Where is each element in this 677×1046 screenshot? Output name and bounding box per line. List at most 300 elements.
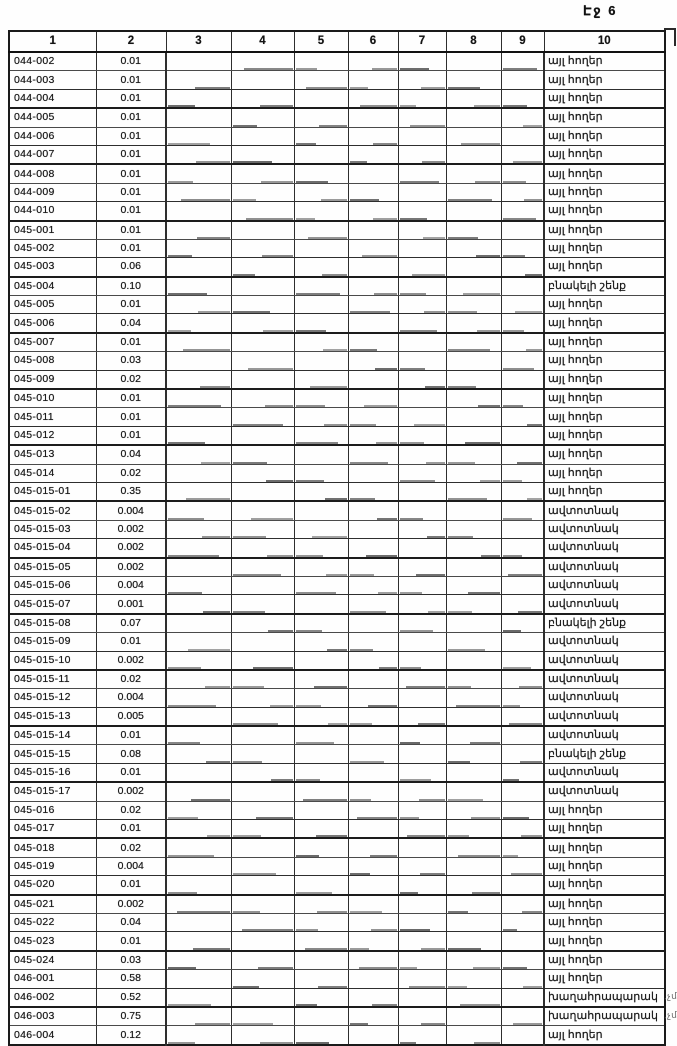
parcel-code-cell: 045-015-07: [9, 595, 96, 614]
scan-artifact-line: [325, 498, 347, 500]
table-row: [9, 352, 665, 370]
area-value-cell: 0.01: [96, 164, 166, 183]
empty-cell: [166, 520, 231, 538]
empty-cell: [348, 988, 398, 1007]
scan-artifact-line: [448, 386, 476, 388]
scan-artifact-line: [233, 835, 262, 837]
table-row: [9, 71, 665, 89]
empty-cell: [398, 539, 446, 558]
area-value-cell: 0.03: [96, 951, 166, 970]
empty-cell: [446, 183, 501, 201]
parcel-code-cell: 045-015-16: [9, 763, 96, 782]
empty-cell: [231, 296, 294, 314]
empty-cell: [166, 239, 231, 257]
parcel-code-cell: 044-008: [9, 164, 96, 183]
column-header: 4: [231, 31, 294, 52]
empty-cell: [446, 689, 501, 707]
scan-artifact-line: [233, 161, 273, 163]
area-value-cell: 0.01: [96, 633, 166, 651]
empty-cell: [231, 183, 294, 201]
empty-cell: [294, 689, 348, 707]
empty-cell: [398, 838, 446, 857]
empty-cell: [166, 913, 231, 931]
table-row: [9, 558, 665, 577]
empty-cell: [166, 445, 231, 464]
empty-cell: [348, 670, 398, 689]
empty-cell: [501, 352, 544, 370]
empty-cell: [348, 389, 398, 408]
scan-artifact-line: [350, 611, 386, 613]
empty-cell: [231, 801, 294, 819]
table-row: [9, 576, 665, 594]
empty-cell: [446, 239, 501, 257]
empty-cell: [398, 333, 446, 352]
parcel-code-cell: 045-022: [9, 913, 96, 931]
empty-cell: [446, 333, 501, 352]
empty-cell: [294, 820, 348, 839]
empty-cell: [348, 333, 398, 352]
scan-artifact-line: [422, 161, 444, 163]
empty-cell: [166, 1026, 231, 1045]
scan-artifact-line: [465, 442, 499, 444]
land-use-cell: այլ հողեր: [544, 145, 665, 164]
empty-cell: [348, 202, 398, 221]
area-value-cell: 0.01: [96, 763, 166, 782]
empty-cell: [294, 745, 348, 763]
empty-cell: [166, 296, 231, 314]
empty-cell: [398, 501, 446, 520]
empty-cell: [501, 145, 544, 164]
land-use-cell: ավտոտնակ: [544, 558, 665, 577]
area-value-cell: 0.01: [96, 426, 166, 445]
empty-cell: [446, 352, 501, 370]
empty-cell: [294, 1026, 348, 1045]
scan-artifact-line: [203, 611, 229, 613]
empty-cell: [294, 633, 348, 651]
empty-cell: [231, 239, 294, 257]
empty-cell: [446, 520, 501, 538]
table-row: [9, 913, 665, 931]
parcel-code-cell: 045-011: [9, 408, 96, 426]
scan-artifact-line: [168, 105, 195, 107]
scan-artifact-line: [412, 274, 444, 276]
empty-cell: [348, 426, 398, 445]
table-row: [9, 651, 665, 670]
parcel-code-cell: 045-005: [9, 296, 96, 314]
empty-cell: [294, 576, 348, 594]
parcel-code-cell: 045-002: [9, 239, 96, 257]
area-value-cell: 0.52: [96, 988, 166, 1007]
scan-artifact-line: [518, 611, 542, 613]
empty-cell: [166, 932, 231, 951]
parcel-code-cell: 045-019: [9, 857, 96, 875]
empty-cell: [446, 876, 501, 895]
empty-cell: [166, 464, 231, 482]
empty-cell: [294, 670, 348, 689]
empty-cell: [166, 202, 231, 221]
empty-cell: [294, 876, 348, 895]
empty-cell: [166, 707, 231, 726]
empty-cell: [231, 970, 294, 988]
parcel-code-cell: 044-005: [9, 108, 96, 127]
empty-cell: [294, 970, 348, 988]
parcel-code-cell: 045-018: [9, 838, 96, 857]
empty-cell: [501, 988, 544, 1007]
area-value-cell: 0.02: [96, 838, 166, 857]
table-row: [9, 614, 665, 633]
empty-cell: [501, 164, 544, 183]
scan-artifact-line: [200, 386, 230, 388]
land-use-cell: այլ հողեր: [544, 258, 665, 277]
scan-artifact-line: [400, 218, 427, 220]
table-row: [9, 782, 665, 801]
empty-cell: [294, 932, 348, 951]
margin-note: .չմ: [663, 990, 677, 1002]
empty-cell: [501, 296, 544, 314]
empty-cell: [446, 1026, 501, 1045]
empty-cell: [166, 614, 231, 633]
scan-artifact-line: [421, 948, 445, 950]
area-value-cell: 0.58: [96, 970, 166, 988]
empty-cell: [501, 707, 544, 726]
empty-cell: [348, 296, 398, 314]
empty-cell: [348, 726, 398, 745]
empty-cell: [348, 838, 398, 857]
empty-cell: [294, 857, 348, 875]
scan-artifact-line: [503, 779, 520, 781]
scan-artifact-line: [305, 948, 347, 950]
empty-cell: [501, 876, 544, 895]
parcel-code-cell: 046-004: [9, 1026, 96, 1045]
column-header: 2: [96, 31, 166, 52]
table-row: [9, 763, 665, 782]
empty-cell: [446, 464, 501, 482]
empty-cell: [446, 89, 501, 108]
empty-cell: [231, 913, 294, 931]
empty-cell: [294, 426, 348, 445]
empty-cell: [446, 296, 501, 314]
empty-cell: [446, 1007, 501, 1026]
empty-cell: [294, 595, 348, 614]
table-row: [9, 970, 665, 988]
empty-cell: [501, 1007, 544, 1026]
land-use-cell: այլ հողեր: [544, 838, 665, 857]
empty-cell: [231, 352, 294, 370]
area-value-cell: 0.75: [96, 1007, 166, 1026]
empty-cell: [348, 482, 398, 501]
table-row: [9, 370, 665, 389]
scan-artifact-line: [418, 723, 445, 725]
scan-artifact-line: [525, 274, 542, 276]
empty-cell: [166, 482, 231, 501]
scan-artifact-line: [296, 330, 327, 332]
empty-cell: [501, 651, 544, 670]
table-row: [9, 52, 665, 71]
land-use-cell: այլ հողեր: [544, 1026, 665, 1045]
area-value-cell: 0.04: [96, 913, 166, 931]
scan-artifact-line: [503, 330, 525, 332]
area-value-cell: 0.01: [96, 389, 166, 408]
parcel-code-cell: 045-015-01: [9, 482, 96, 501]
parcel-code-cell: 045-015-17: [9, 782, 96, 801]
empty-cell: [501, 258, 544, 277]
empty-cell: [348, 614, 398, 633]
land-use-cell: այլ հողեր: [544, 857, 665, 875]
empty-cell: [166, 539, 231, 558]
table-row: [9, 670, 665, 689]
empty-cell: [231, 576, 294, 594]
table-row: [9, 89, 665, 108]
empty-cell: [294, 951, 348, 970]
land-use-cell: այլ հողեր: [544, 408, 665, 426]
scan-artifact-line: [503, 555, 522, 557]
parcel-code-cell: 045-007: [9, 333, 96, 352]
scan-artifact-line: [233, 274, 255, 276]
table-row: [9, 689, 665, 707]
scan-artifact-line: [400, 442, 424, 444]
empty-cell: [166, 970, 231, 988]
table-row: [9, 183, 665, 201]
scan-artifact-line: [260, 105, 293, 107]
empty-cell: [398, 689, 446, 707]
scan-artifact-line: [246, 218, 293, 220]
land-use-cell: ավտոտնակ: [544, 707, 665, 726]
parcel-code-cell: 045-015-03: [9, 520, 96, 538]
parcel-code-cell: 045-015-06: [9, 576, 96, 594]
scan-artifact-line: [503, 667, 531, 669]
empty-cell: [166, 258, 231, 277]
empty-cell: [231, 314, 294, 333]
empty-cell: [446, 71, 501, 89]
empty-cell: [501, 745, 544, 763]
empty-cell: [501, 895, 544, 914]
table-row: [9, 501, 665, 520]
empty-cell: [166, 127, 231, 145]
table-row: [9, 239, 665, 257]
empty-cell: [348, 501, 398, 520]
empty-cell: [348, 127, 398, 145]
empty-cell: [501, 726, 544, 745]
parcel-code-cell: 045-015-12: [9, 689, 96, 707]
area-value-cell: 0.004: [96, 576, 166, 594]
empty-cell: [501, 689, 544, 707]
empty-cell: [348, 71, 398, 89]
empty-cell: [166, 633, 231, 651]
empty-cell: [446, 370, 501, 389]
empty-cell: [231, 164, 294, 183]
empty-cell: [446, 501, 501, 520]
empty-cell: [446, 389, 501, 408]
land-use-cell: այլ հողեր: [544, 127, 665, 145]
empty-cell: [398, 464, 446, 482]
empty-cell: [446, 838, 501, 857]
empty-cell: [398, 52, 446, 71]
empty-cell: [398, 895, 446, 914]
empty-cell: [231, 558, 294, 577]
empty-cell: [231, 370, 294, 389]
parcel-code-cell: 045-024: [9, 951, 96, 970]
scan-artifact-line: [472, 892, 500, 894]
area-value-cell: 0.07: [96, 614, 166, 633]
scan-artifact-line: [253, 667, 292, 669]
table-row: [9, 164, 665, 183]
scan-artifact-line: [400, 1042, 417, 1044]
empty-cell: [398, 408, 446, 426]
area-value-cell: 0.002: [96, 782, 166, 801]
land-use-cell: այլ հողեր: [544, 426, 665, 445]
empty-cell: [446, 745, 501, 763]
area-value-cell: 0.01: [96, 296, 166, 314]
empty-cell: [501, 239, 544, 257]
scan-artifact-line: [193, 948, 229, 950]
empty-cell: [294, 801, 348, 819]
parcel-code-cell: 044-002: [9, 52, 96, 71]
empty-cell: [166, 857, 231, 875]
empty-cell: [398, 89, 446, 108]
parcel-code-cell: 045-015-05: [9, 558, 96, 577]
empty-cell: [501, 389, 544, 408]
empty-cell: [166, 333, 231, 352]
empty-cell: [446, 314, 501, 333]
scan-artifact-line: [207, 835, 229, 837]
empty-cell: [348, 782, 398, 801]
empty-cell: [166, 689, 231, 707]
empty-cell: [446, 670, 501, 689]
column-header: 3: [166, 31, 231, 52]
empty-cell: [166, 558, 231, 577]
empty-cell: [501, 501, 544, 520]
empty-cell: [231, 745, 294, 763]
empty-cell: [348, 1007, 398, 1026]
empty-cell: [348, 145, 398, 164]
empty-cell: [294, 333, 348, 352]
table-row: [9, 389, 665, 408]
empty-cell: [166, 1007, 231, 1026]
table-body: [9, 52, 665, 1045]
area-value-cell: 0.01: [96, 726, 166, 745]
land-use-cell: այլ հողեր: [544, 71, 665, 89]
area-value-cell: 0.08: [96, 745, 166, 763]
empty-cell: [294, 277, 348, 296]
empty-cell: [398, 595, 446, 614]
empty-cell: [166, 183, 231, 201]
empty-cell: [231, 633, 294, 651]
empty-cell: [348, 314, 398, 333]
empty-cell: [348, 408, 398, 426]
empty-cell: [398, 558, 446, 577]
scan-artifact-line: [400, 779, 432, 781]
empty-cell: [398, 71, 446, 89]
empty-cell: [348, 277, 398, 296]
parcel-code-cell: 045-020: [9, 876, 96, 895]
table-row: [9, 277, 665, 296]
empty-cell: [294, 389, 348, 408]
empty-cell: [294, 239, 348, 257]
land-use-cell: այլ հողեր: [544, 164, 665, 183]
land-use-cell: այլ հողեր: [544, 183, 665, 201]
scan-artifact-line: [186, 498, 230, 500]
empty-cell: [231, 221, 294, 240]
area-value-cell: 0.12: [96, 1026, 166, 1045]
empty-cell: [501, 801, 544, 819]
parcel-code-cell: 045-023: [9, 932, 96, 951]
empty-cell: [501, 482, 544, 501]
scan-artifact-line: [168, 555, 219, 557]
parcel-code-cell: 044-007: [9, 145, 96, 164]
empty-cell: [166, 314, 231, 333]
scan-artifact-line: [503, 218, 536, 220]
scan-artifact-line: [296, 442, 338, 444]
empty-cell: [166, 389, 231, 408]
empty-cell: [398, 370, 446, 389]
empty-cell: [446, 857, 501, 875]
empty-cell: [501, 520, 544, 538]
empty-cell: [348, 370, 398, 389]
empty-cell: [398, 782, 446, 801]
parcel-code-cell: 045-017: [9, 820, 96, 839]
scan-artifact-line: [296, 555, 324, 557]
scan-artifact-line: [448, 948, 481, 950]
parcel-code-cell: 045-009: [9, 370, 96, 389]
table-row: [9, 108, 665, 127]
empty-cell: [294, 71, 348, 89]
parcel-code-cell: 045-014: [9, 464, 96, 482]
scan-artifact-line: [328, 723, 347, 725]
empty-cell: [231, 202, 294, 221]
empty-cell: [446, 820, 501, 839]
empty-cell: [398, 651, 446, 670]
empty-cell: [501, 970, 544, 988]
empty-cell: [231, 876, 294, 895]
empty-cell: [398, 258, 446, 277]
column-header: 5: [294, 31, 348, 52]
empty-cell: [231, 333, 294, 352]
table-row: [9, 408, 665, 426]
empty-cell: [166, 164, 231, 183]
parcel-code-cell: 045-003: [9, 258, 96, 277]
scan-artifact-line: [350, 723, 373, 725]
empty-cell: [398, 576, 446, 594]
area-value-cell: 0.01: [96, 408, 166, 426]
empty-cell: [166, 801, 231, 819]
empty-cell: [398, 164, 446, 183]
empty-cell: [166, 838, 231, 857]
parcel-code-cell: 044-010: [9, 202, 96, 221]
land-use-cell: այլ հողեր: [544, 89, 665, 108]
empty-cell: [348, 801, 398, 819]
table-row: [9, 1007, 665, 1026]
empty-cell: [501, 633, 544, 651]
empty-cell: [398, 763, 446, 782]
empty-cell: [398, 296, 446, 314]
table-row: [9, 314, 665, 333]
empty-cell: [446, 482, 501, 501]
area-value-cell: 0.01: [96, 202, 166, 221]
empty-cell: [231, 763, 294, 782]
scan-artifact-line: [400, 105, 417, 107]
area-value-cell: 0.02: [96, 801, 166, 819]
empty-cell: [231, 464, 294, 482]
table-row: [9, 932, 665, 951]
empty-cell: [231, 932, 294, 951]
empty-cell: [166, 352, 231, 370]
area-value-cell: 0.01: [96, 52, 166, 71]
parcel-table: [8, 30, 666, 1046]
empty-cell: [501, 277, 544, 296]
land-use-cell: խաղահրապարակ: [544, 1007, 665, 1026]
empty-cell: [398, 1026, 446, 1045]
empty-cell: [501, 408, 544, 426]
